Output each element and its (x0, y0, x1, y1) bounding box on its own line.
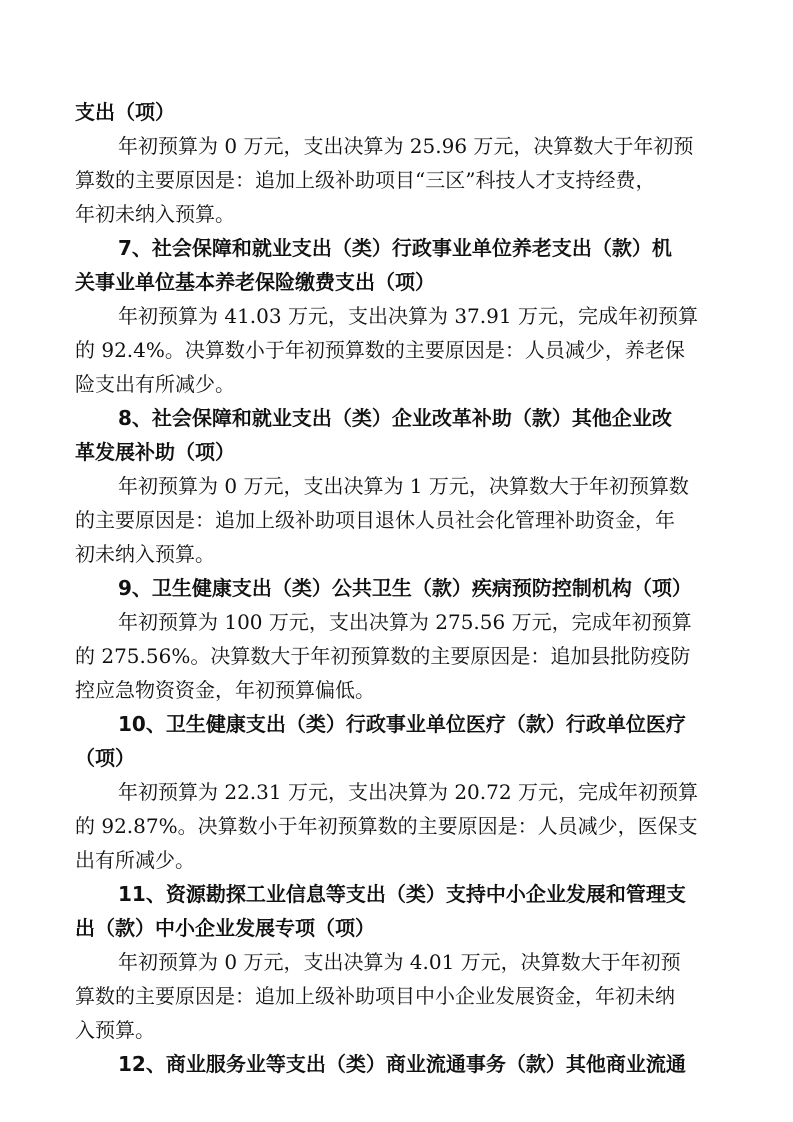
paragraph-line: 的 92.87%。决算数小于年初预算数的主要原因是：人员减少，医保支 (75, 814, 698, 838)
section-heading-11: 11、资源勘探工业信息等支出（类）支持中小企业发展和管理支 (118, 882, 686, 906)
paragraph-line: 的主要原因是：追加上级补助项目退休人员社会化管理补助资金，年 (75, 508, 675, 532)
section-heading-10-cont: （项） (75, 746, 135, 770)
paragraph-line: 算数的主要原因是：追加上级补助项目中小企业发展资金，年初未纳 (75, 984, 675, 1008)
section-heading-7: 7、社会保障和就业支出（类）行政事业单位养老支出（款）机 (118, 236, 672, 260)
paragraph-line: 年初预算为 22.31 万元，支出决算为 20.72 万元，完成年初预算 (118, 780, 698, 804)
section-heading-11-cont: 出（款）中小企业发展专项（项） (75, 916, 375, 940)
paragraph-line: 的 275.56%。决算数大于年初预算数的主要原因是：追加县批防疫防 (75, 644, 691, 668)
paragraph-line: 初未纳入预算。 (75, 542, 215, 566)
section-heading-10: 10、卫生健康支出（类）行政事业单位医疗（款）行政单位医疗 (118, 712, 686, 736)
paragraph-line: 控应急物资资金，年初预算偏低。 (75, 678, 375, 702)
paragraph-line: 年初预算为 0 万元，支出决算为 25.96 万元，决算数大于年初预 (118, 134, 694, 158)
paragraph-line: 入预算。 (75, 1018, 155, 1042)
paragraph-line: 年初未纳入预算。 (75, 202, 235, 226)
section-heading-12: 12、商业服务业等支出（类）商业流通事务（款）其他商业流通 (118, 1052, 686, 1076)
section-heading-7-cont: 关事业单位基本养老保险缴费支出（项） (75, 270, 435, 294)
section-heading-9: 9、卫生健康支出（类）公共卫生（款）疾病预防控制机构（项） (118, 576, 692, 600)
paragraph-line: 年初预算为 100 万元，支出决算为 275.56 万元，完成年初预算 (118, 610, 692, 634)
heading-continuation: 支出（项） (75, 100, 175, 124)
paragraph-line: 险支出有所减少。 (75, 372, 235, 396)
paragraph-line: 年初预算为 0 万元，支出决算为 4.01 万元，决算数大于年初预 (118, 950, 681, 974)
section-heading-8: 8、社会保障和就业支出（类）企业改革补助（款）其他企业改 (118, 406, 672, 430)
section-heading-8-cont: 革发展补助（项） (75, 440, 235, 464)
paragraph-line: 的 92.4%。决算数小于年初预算数的主要原因是：人员减少，养老保 (75, 338, 685, 362)
paragraph-line: 年初预算为 41.03 万元，支出决算为 37.91 万元，完成年初预算 (118, 304, 698, 328)
paragraph-line: 算数的主要原因是：追加上级补助项目“三区”科技人才支持经费， (75, 168, 656, 192)
paragraph-line: 出有所减少。 (75, 848, 195, 872)
paragraph-line: 年初预算为 0 万元，支出决算为 1 万元，决算数大于年初预算数 (118, 474, 689, 498)
